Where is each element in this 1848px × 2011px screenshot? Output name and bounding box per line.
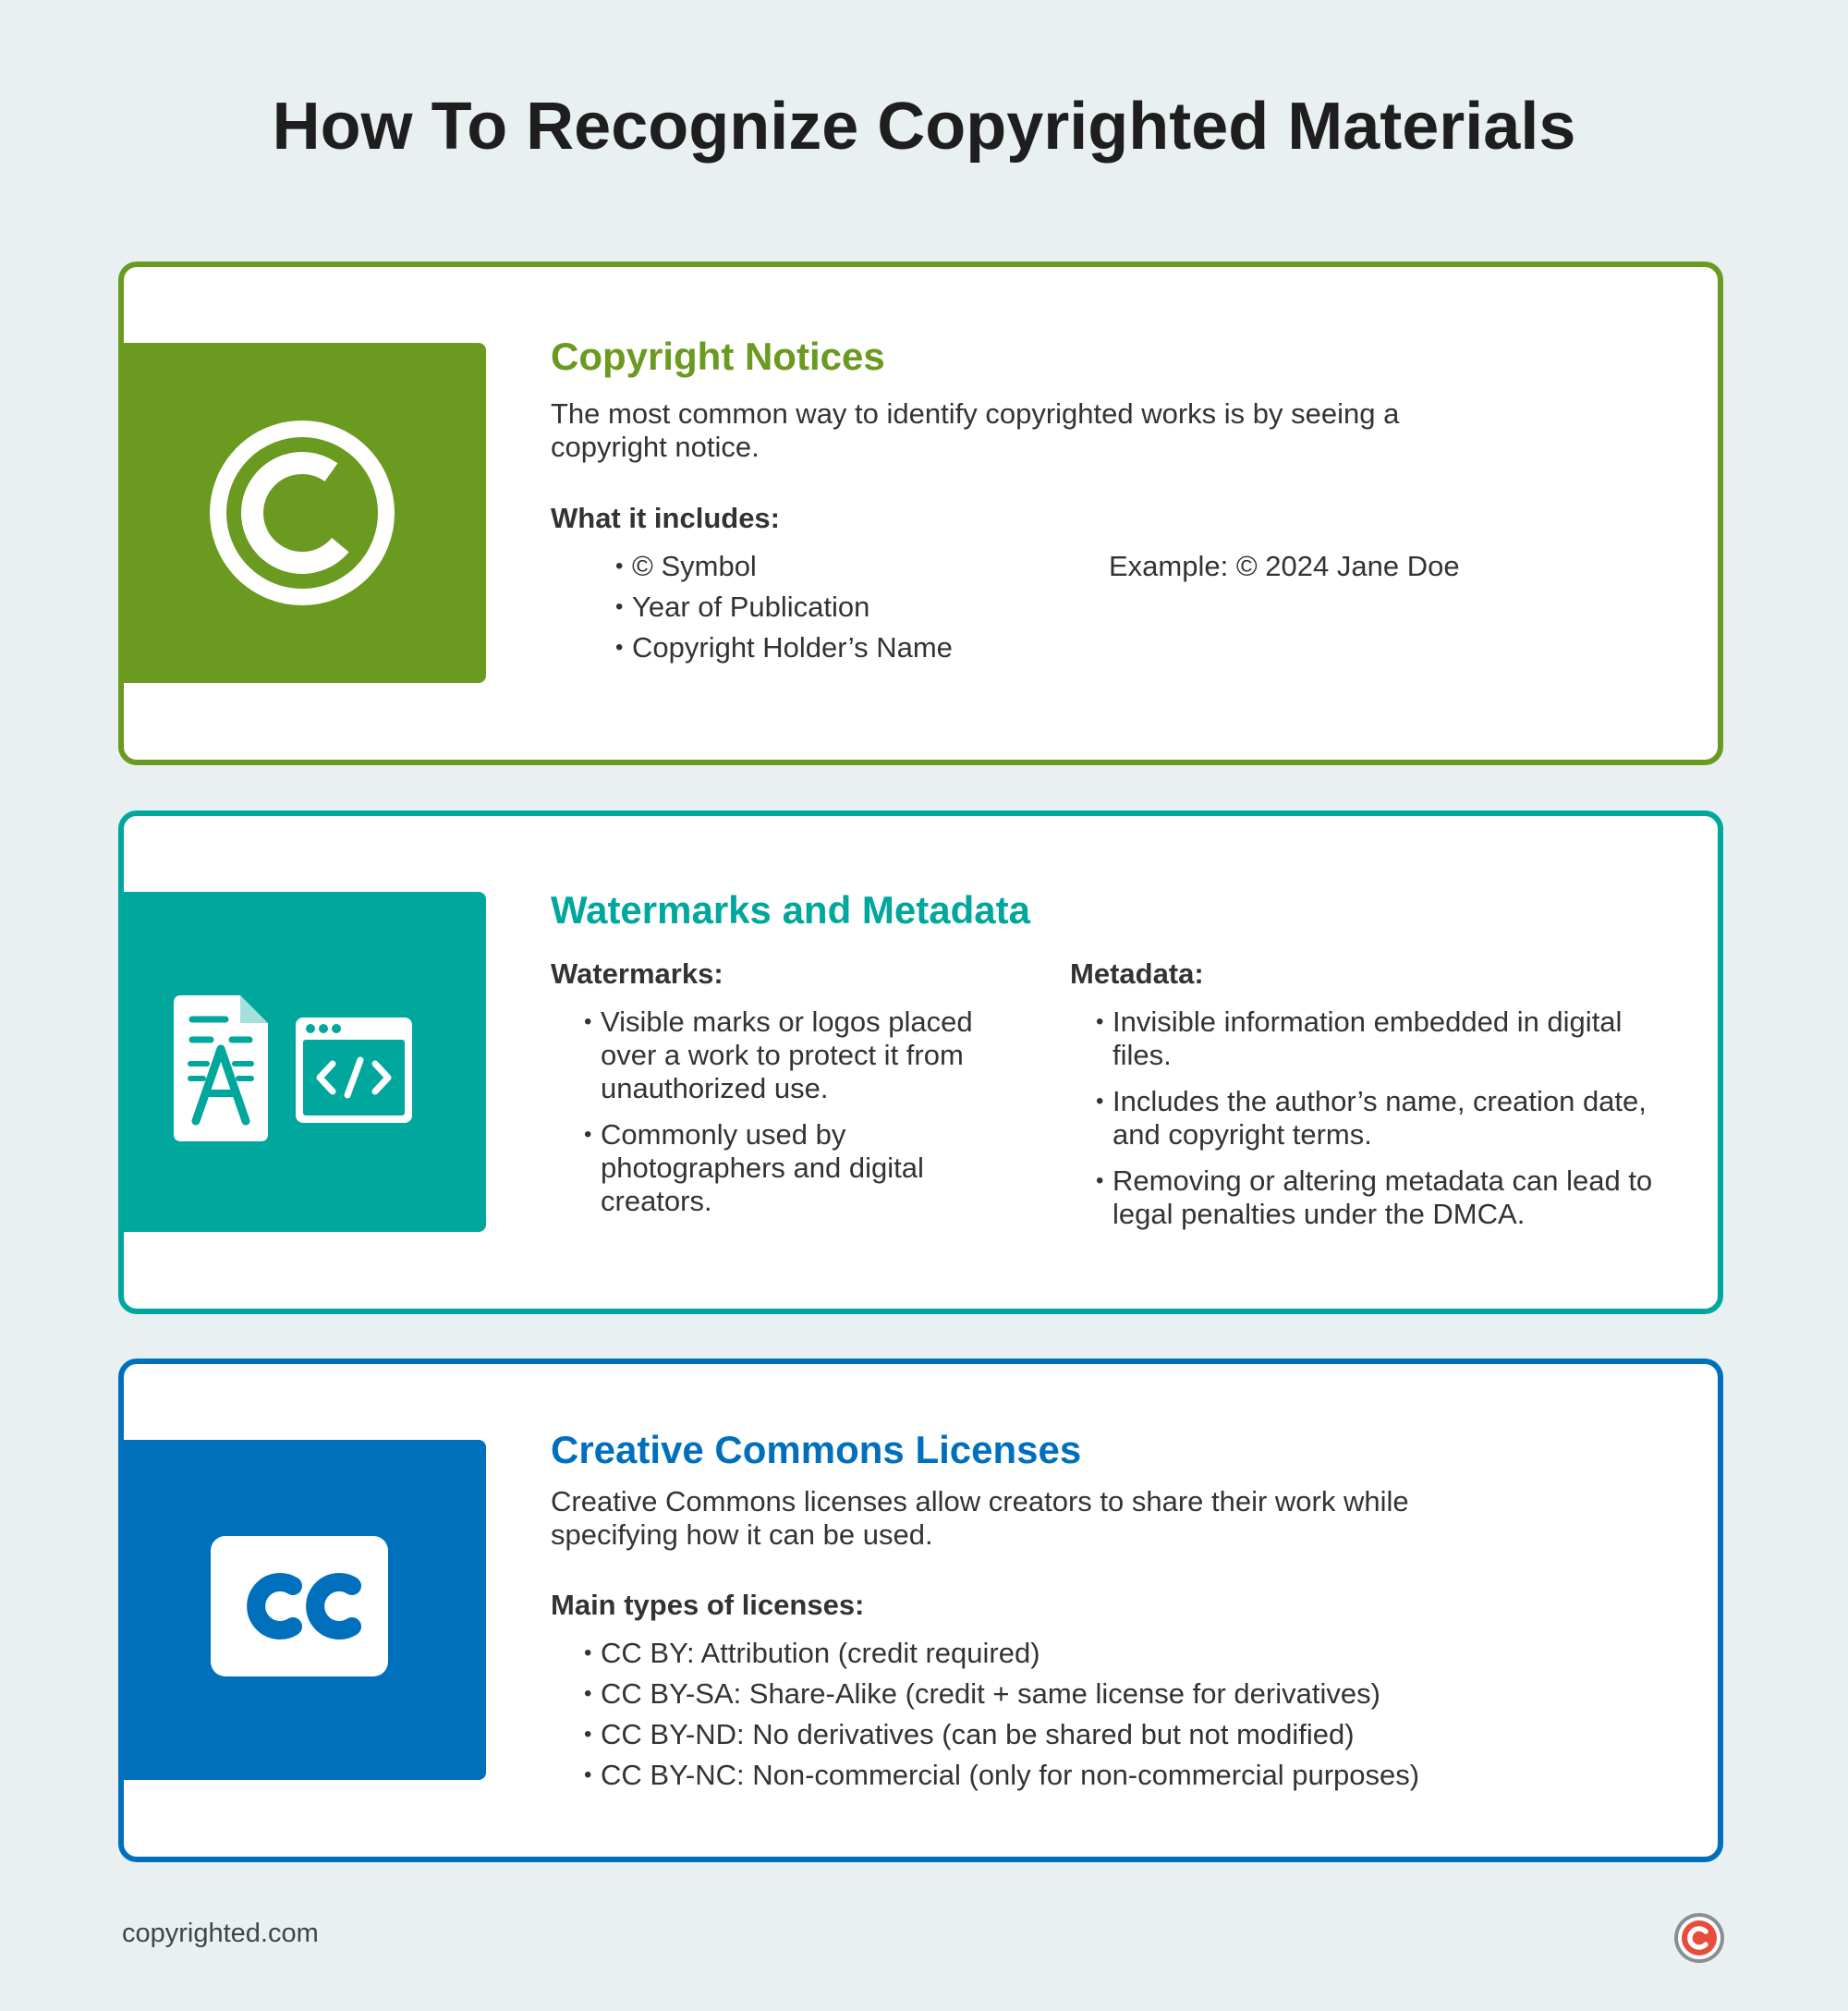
watermarks-icons-group [118,892,486,1232]
list-item: • Year of Publication [615,587,953,628]
list-item: • Visible marks or logos placed over a work to protect it from unauthorized use. [584,1006,991,1105]
metadata-label: Metadata: [1070,957,1204,990]
cc-types-label: Main types of licenses: [551,1589,865,1621]
copyright-icon-panel [118,343,486,683]
list-item: • CC BY-NC: Non-commercial (only for non-commercial purposes) [584,1755,1419,1796]
watermarks-list [584,1006,991,1218]
list-item: • CC BY-SA: Share-Alike (credit + same license for derivatives) [584,1674,1419,1714]
document-text-icon [174,995,268,1141]
list-item: • © Symbol [615,546,953,587]
list-item: • Invisible information embedded in digital files. [1096,1006,1669,1072]
list-item: • CC BY: Attribution (credit required) [584,1633,1419,1674]
watermarks-metadata-card [118,810,1723,1314]
copyright-includes-list [615,546,953,668]
list-item: • CC BY-ND: No derivatives (can be shared but not modified) [584,1714,1419,1755]
footer-site-link[interactable]: copyrighted.com [122,1919,319,1948]
watermarks-icon-panel [118,892,486,1232]
cc-license-list [584,1633,1419,1796]
list-item: • Includes the author’s name, creation date, and copyright terms. [1096,1085,1669,1152]
cc-badge-icon [118,1440,486,1780]
page-title: How To Recognize Copyrighted Materials [272,90,1576,164]
metadata-list [1096,1006,1669,1231]
cc-heading: Creative Commons Licenses [551,1428,1082,1471]
cc-icon-panel [118,1440,486,1780]
watermarks-label: Watermarks: [551,957,723,990]
cc-description: Creative Commons licenses allow creators to share their work while specifying how it can be used. [551,1485,1409,1551]
copyright-includes-label: What it includes: [551,502,780,534]
copyright-notices-card [118,262,1723,765]
list-item: • Removing or altering metadata can lead to legal penalties under the DMCA. [1096,1164,1669,1231]
copyrighted-logo-icon[interactable] [1672,1910,1727,1966]
copyright-description: The most common way to identify copyrighted works is by seeing a copyright notice. [551,397,1400,463]
copyright-example: Example: © 2024 Jane Doe [1109,550,1460,582]
creative-commons-card [118,1359,1723,1862]
copyright-symbol-icon [118,343,486,683]
list-item: • Commonly used by photographers and digital creators. [584,1118,991,1218]
watermarks-heading: Watermarks and Metadata [551,888,1030,932]
list-item: • Copyright Holder’s Name [615,628,953,668]
copyright-heading: Copyright Notices [551,335,885,378]
code-window-icon [296,1018,412,1123]
